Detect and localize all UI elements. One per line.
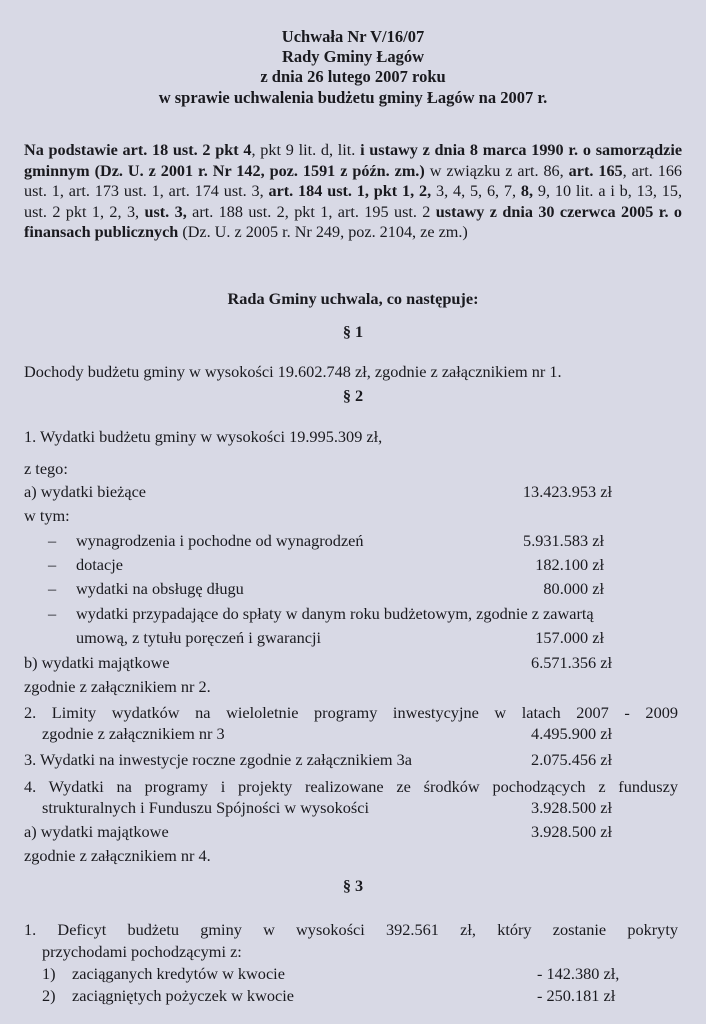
resolves-heading: Rada Gminy uchwala, co następuje: — [227, 289, 479, 308]
eu-funds-amount: 3.928.500 zł — [531, 798, 612, 817]
borrowings-amount: - 250.181 zł — [537, 986, 616, 1005]
legal-basis-preamble — [24, 140, 682, 243]
multiyear-limits-amount: 4.495.900 zł — [531, 724, 612, 743]
subsidies-amount: 182.100 zł — [535, 555, 604, 574]
eu-funds-line1: 4. Wydatki na programy i projekty realizowane ze środków pochodzących z funduszy — [24, 777, 678, 796]
capital-expenditure-amount: 6.571.356 zł — [531, 653, 612, 672]
section-1-heading: § 1 — [342, 322, 364, 341]
eu-capital-expenditure-amount: 3.928.500 zł — [531, 822, 612, 841]
eu-funds-note: zgodnie z załącznikiem nr 4. — [24, 846, 211, 865]
multiyear-limits-line1: 2. Limity wydatków na wieloletnie programy inwestycyjne w latach 2007 - 2009 — [24, 703, 678, 722]
expenditure-total: 1. Wydatki budżetu gminy w wysokości 19.995.309 zł, — [24, 427, 383, 446]
preamble-segment: art. 184 ust. 1, pkt 1, 2, — [268, 182, 432, 200]
preamble-segment: , pkt 9 lit. d, lit. — [251, 141, 361, 159]
eu-capital-expenditure-label: a) wydatki majątkowe — [24, 822, 169, 841]
guarantees-amount: 157.000 zł — [535, 628, 604, 647]
annual-investments-label: 3. Wydatki na inwestycje roczne zgodnie z załącznikiem 3a — [24, 750, 412, 769]
loans-credit-amount: - 142.380 zł, — [537, 964, 620, 983]
current-expenditure-amount: 13.423.953 zł — [522, 482, 612, 501]
guarantees-label-line1: wydatki przypadające do spłaty w danym roku budżetowym, zgodnie z zawartą — [76, 604, 594, 623]
section-1-revenue: Dochody budżetu gminy w wysokości 19.602.748 zł, zgodnie z załącznikiem nr 1. — [24, 362, 562, 381]
preamble-segment: w związku z art. 86, — [424, 161, 569, 180]
current-expenditure-label: a) wydatki bieżące — [24, 482, 147, 501]
preamble-segment: art. 165 — [568, 161, 623, 180]
council-name: Rady Gminy Łagów — [281, 47, 425, 66]
loans-credit-label: zaciąganych kredytów w kwocie — [72, 964, 285, 983]
of-which-label: z tego: — [24, 459, 68, 478]
preamble-segment: (Dz. U. z 2005 r. Nr 249, poz. 2104, ze zm.) — [178, 223, 468, 241]
capital-expenditure-label: b) wydatki majątkowe — [24, 653, 170, 672]
list-dash: – — [48, 604, 57, 623]
preamble-segment: ust. 3, — [144, 202, 187, 221]
subsidies-label: dotacje — [76, 555, 124, 574]
list-number: 1) — [42, 964, 56, 983]
debt-service-label: wydatki na obsługę długu — [76, 579, 244, 598]
list-dash: – — [48, 555, 57, 574]
guarantees-label-line2: umową, z tytułu poręczeń i gwarancji — [76, 628, 322, 647]
including-label: w tym: — [24, 506, 70, 525]
preamble-segment: 3, 4, 5, 6, 7, — [431, 182, 521, 200]
resolution-subject: w sprawie uchwalenia budżetu gminy Łagów na 2007 r. — [158, 88, 548, 107]
list-number: 2) — [42, 986, 56, 1005]
annual-investments-amount: 2.075.456 zł — [531, 750, 612, 769]
preamble-segment: 8, — [520, 182, 534, 200]
debt-service-amount: 80.000 zł — [543, 579, 604, 598]
list-dash: – — [48, 579, 57, 598]
preamble-segment: 9, 10 lit. a i b, 13, 15, ust. 2 pkt 1, 2, 3, — [24, 182, 682, 221]
section-2-heading: § 2 — [342, 386, 364, 405]
resolution-number: Uchwała Nr V/16/07 — [281, 27, 425, 46]
deficit-line2: przychodami pochodzącymi z: — [42, 942, 242, 961]
deficit-line1: 1. Deficyt budżetu gminy w wysokości 392.561 zł, który zostanie pokryty — [24, 920, 678, 939]
salaries-label: wynagrodzenia i pochodne od wynagrodzeń — [76, 531, 364, 550]
eu-funds-line2: strukturalnych i Funduszu Spójności w wysokości — [42, 798, 369, 817]
preamble-segment: Na podstawie art. 18 ust. 2 pkt 4 — [24, 141, 252, 159]
preamble-segment: , art. 166 ust. 1, art. 173 ust. 1, art. 174 ust. 3, — [24, 161, 683, 200]
preamble-segment: i ustawy z dnia 8 marca 1990 r. o samorządzie gminnym (Dz. U. z 2001 r. Nr 142, poz. 1591 z późn. zm.) — [24, 141, 683, 180]
section-3-heading: § 3 — [342, 876, 364, 895]
borrowings-label: zaciągniętych pożyczek w kwocie — [72, 986, 294, 1005]
resolution-date: z dnia 26 lutego 2007 roku — [260, 67, 446, 86]
preamble-segment: art. 188 ust. 2, pkt 1, art. 195 ust. 2 — [186, 202, 436, 221]
list-dash: – — [48, 531, 57, 550]
multiyear-limits-line2: zgodnie z załącznikiem nr 3 — [42, 724, 225, 743]
preamble-segment: ustawy z dnia 30 czerwca 2005 r. o finansach publicznych — [24, 202, 682, 241]
capital-expenditure-note: zgodnie z załącznikiem nr 2. — [24, 677, 211, 696]
salaries-amount: 5.931.583 zł — [523, 531, 604, 550]
